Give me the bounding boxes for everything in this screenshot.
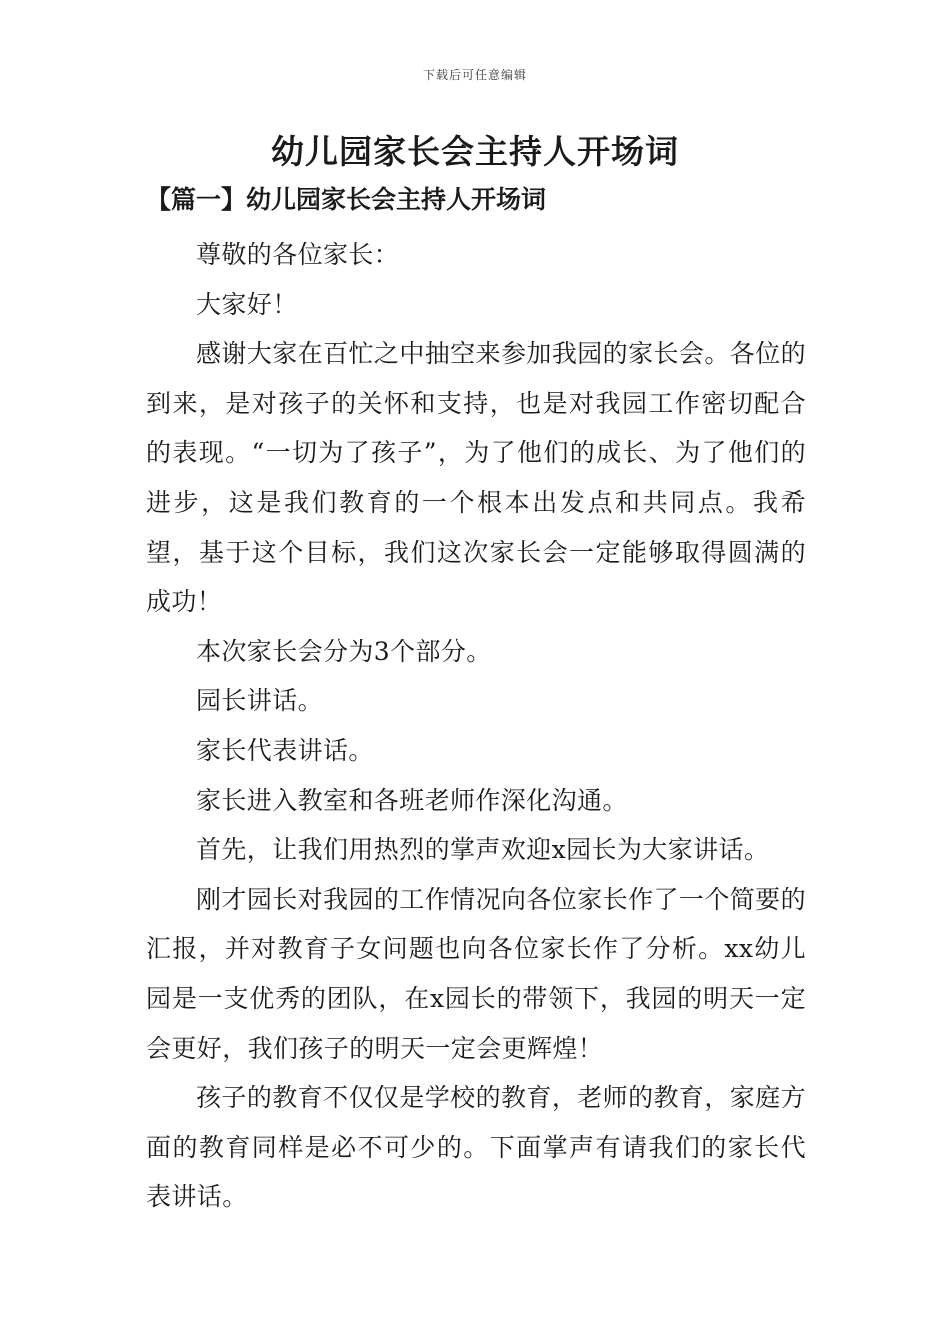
paragraph-greeting: 尊敬的各位家长：: [196, 240, 400, 269]
paragraph-hello: 大家好！: [196, 289, 298, 319]
document-title: 幼儿园家长会主持人开场词: [271, 132, 679, 171]
paragraph-agenda-intro: 本次家长会分为3个部分。: [196, 636, 492, 666]
paragraph-agenda-item-2: 家长代表讲话。: [196, 735, 374, 765]
paragraph-thanks: 感谢大家在百忙之中抽空来参加我园的家长会。各位的到来，是对孩子的关怀和支持，也是对我园工作密切配合的表现。“一切为了孩子”，为了他们的成长、为了他们的进步，这是我们教育的一个根本出发点和共同点。我希望，基于这个目标，我们这次家长会一定能够取得圆满的成功！: [146, 339, 806, 617]
paragraph-agenda-item-3: 家长进入教室和各班老师作深化沟通。: [196, 785, 628, 815]
header-note: 下载后可任意编辑: [422, 68, 527, 82]
paragraph-parent-representative: 孩子的教育不仅仅是学校的教育，老师的教育，家庭方面的教育同样是必不可少的。下面掌声有请我们的家长代表讲话。: [146, 1083, 806, 1212]
paragraph-agenda-item-1: 园长讲话。: [196, 686, 324, 716]
paragraph-after-principal: 刚才园长对我园的工作情况向各位家长作了一个简要的汇报，并对教育子女问题也向各位家长作了分析。xx幼儿园是一支优秀的团队，在x园长的带领下，我园的明天一定会更好，我们孩子的明天一定会更辉煌！: [146, 884, 806, 1063]
section-heading: 【篇一】幼儿园家长会主持人开场词: [146, 185, 547, 214]
body-text: [146, 230, 806, 1222]
paragraph-welcome-principal: 首先，让我们用热烈的掌声欢迎x园长为大家讲话。: [196, 835, 770, 865]
